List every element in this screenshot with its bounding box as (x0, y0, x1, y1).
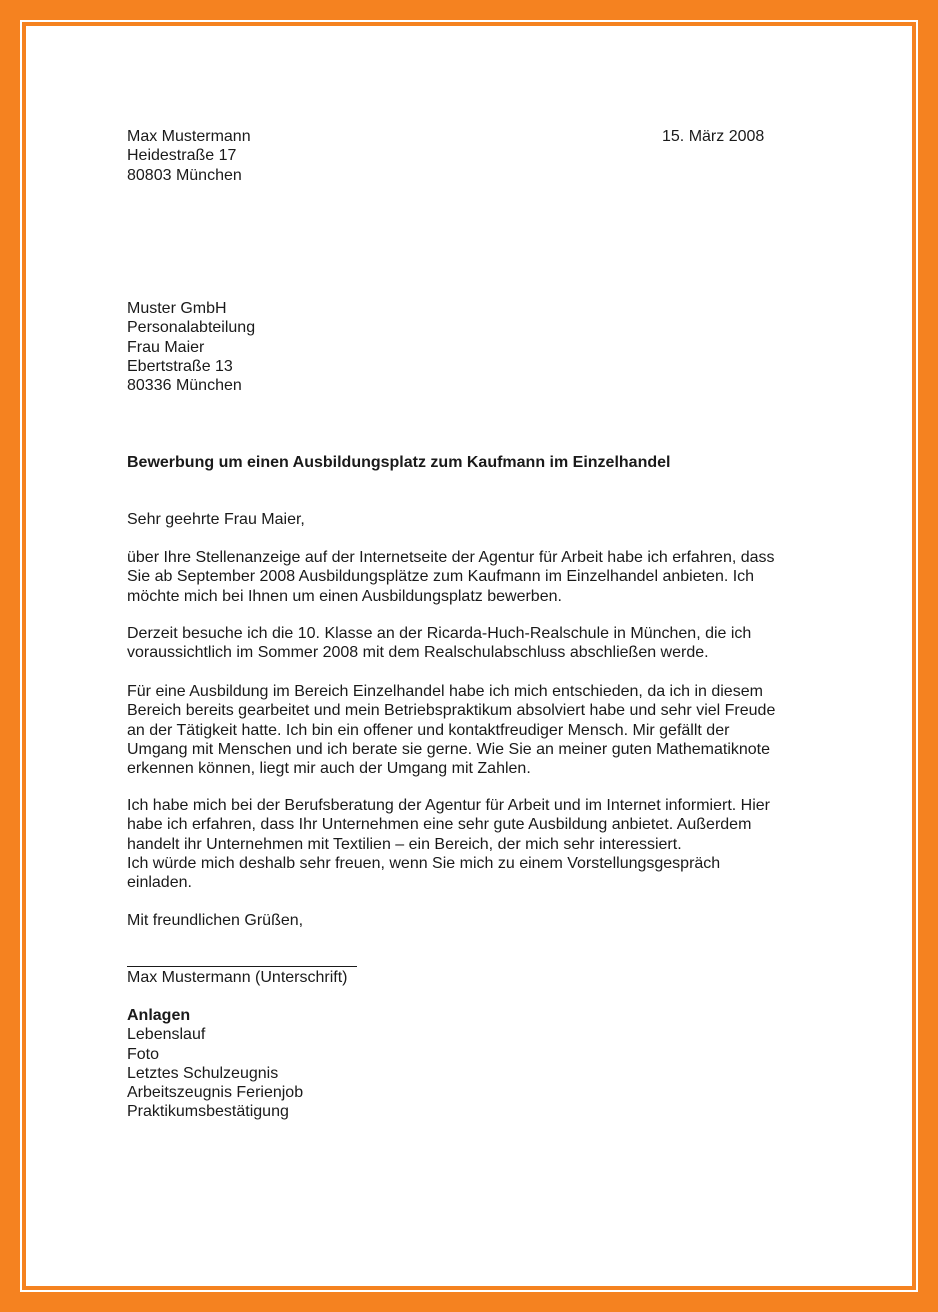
paragraph-line: voraussichtlich im Sommer 2008 mit dem Realschulabschluss abschließen werde. (127, 644, 709, 662)
sender-name: Max Mustermann (127, 128, 251, 145)
recipient-company: Muster GmbH (127, 300, 227, 317)
sender-city: 80803 München (127, 166, 242, 184)
paragraph-line: einladen. (127, 874, 192, 892)
paragraph-line: Sie ab September 2008 Ausbildungsplätze zum Kaufmann im Einzelhandel anbieten. Ich (127, 568, 755, 586)
paragraph-line: Für eine Ausbildung im Bereich Einzelhandel habe ich mich entschieden, da ich in diesem (127, 683, 763, 700)
attachment-item: Foto (127, 1045, 160, 1063)
attachment-item: Arbeitszeugnis Ferienjob (127, 1084, 304, 1102)
recipient-street: Ebertstraße 13 (127, 357, 233, 375)
body-paragraph-1 (127, 548, 817, 606)
paragraph-line: möchte mich bei Ihnen um einen Ausbildungsplatz bewerben. (127, 587, 562, 605)
paragraph-line: an der Tätigkeit hatte. Ich bin ein offener und kontaktfreudiger Mensch. Mir gefällt der (127, 721, 730, 739)
letter-date: 15. März 2008 (662, 128, 765, 145)
attachment-item: Lebenslauf (127, 1026, 206, 1044)
signature-line (127, 966, 357, 967)
paragraph-line: Ich würde mich deshalb sehr freuen, wenn Sie mich zu einem Vorstellungsgespräch (127, 854, 721, 872)
paragraph-line: Bereich bereits gearbeitet und mein Betriebspraktikum absolviert habe und sehr viel Freude (127, 702, 776, 720)
paragraph-line: über Ihre Stellenanzeige auf der Internetseite der Agentur für Arbeit habe ich erfahren, dass (127, 549, 775, 566)
recipient-department: Personalabteilung (127, 319, 256, 337)
recipient-person: Frau Maier (127, 338, 205, 356)
signature-name: Max Mustermann (Unterschrift) (127, 969, 348, 986)
paragraph-line: Derzeit besuche ich die 10. Klasse an der Ricarda-Huch-Realschule in München, die ich (127, 625, 752, 642)
sender-street: Heidestraße 17 (127, 147, 237, 165)
attachments-title: Anlagen (127, 1007, 191, 1024)
attachments-section (127, 1006, 303, 1122)
paragraph-line: habe ich erfahren, dass Ihr Unternehmen eine sehr gute Ausbildung anbietet. Außerdem (127, 816, 752, 834)
body-paragraph-2 (127, 624, 817, 663)
sender-address (127, 127, 251, 185)
salutation: Sehr geehrte Frau Maier, (127, 511, 305, 528)
recipient-city: 80336 München (127, 377, 242, 395)
paragraph-line: Ich habe mich bei der Berufsberatung der Agentur für Arbeit und im Internet informiert. Hier (127, 797, 770, 814)
paragraph-line: handelt ihr Unternehmen mit Textilien – ein Bereich, der mich sehr interessiert. (127, 835, 682, 853)
paragraph-line: erkennen können, liegt mir auch der Umgang mit Zahlen. (127, 760, 531, 778)
body-paragraph-4 (127, 796, 817, 892)
closing-formula: Mit freundlichen Grüßen, (127, 912, 304, 929)
body-paragraph-3 (127, 682, 817, 778)
recipient-address (127, 299, 255, 395)
subject-line: Bewerbung um einen Ausbildungsplatz zum Kaufmann im Einzelhandel (127, 454, 671, 471)
paragraph-line: Umgang mit Menschen und ich berate sie gerne. Wie Sie an meiner guten Mathematiknote (127, 740, 771, 758)
attachment-item: Praktikumsbestätigung (127, 1103, 289, 1121)
attachment-item: Letztes Schulzeugnis (127, 1064, 279, 1082)
